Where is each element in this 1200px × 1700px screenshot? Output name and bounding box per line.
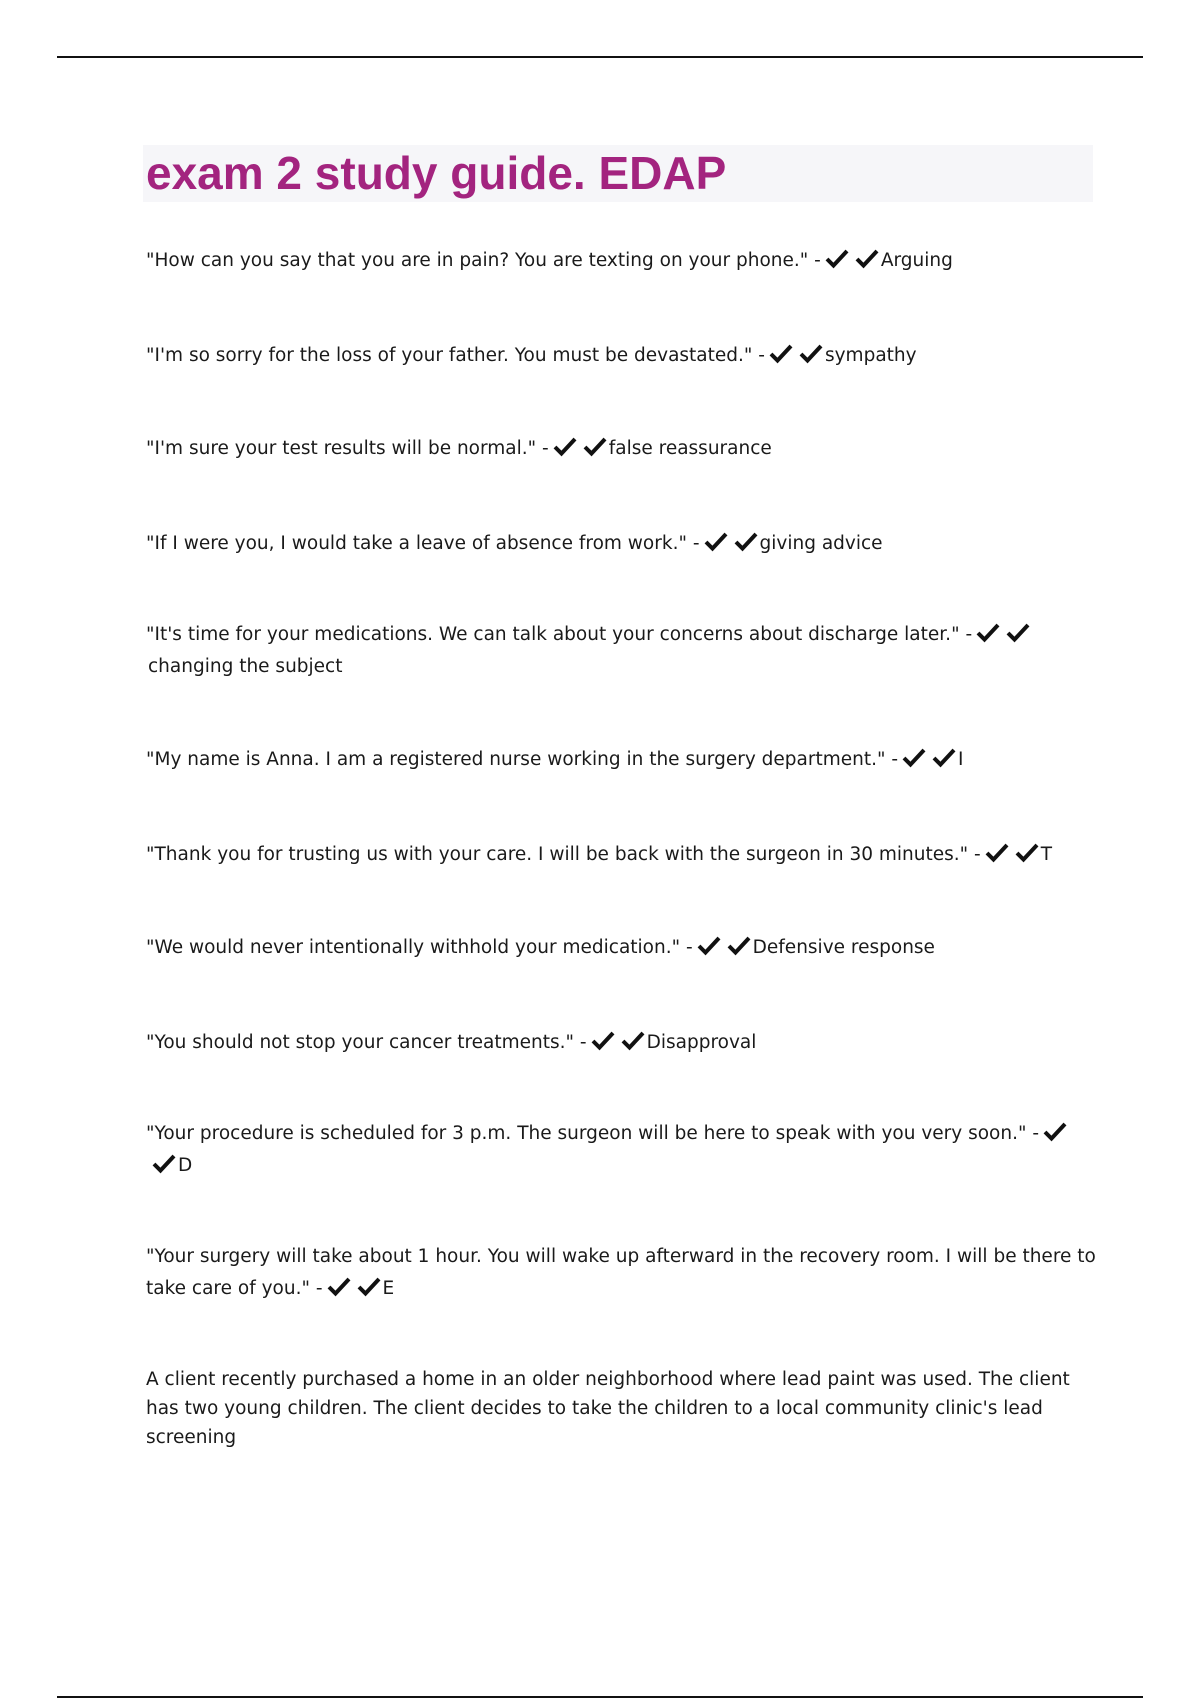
flashcard [146,1118,1096,1182]
card-question: "Thank you for trusting us with your care. I will be back with the surgeon in 30 minutes." - [146,844,981,865]
flashcard [146,619,1096,683]
card-question: "It's time for your medications. We can talk about your concerns about discharge later." - [146,624,973,645]
check-icon [932,745,956,769]
check-icon [985,840,1009,864]
card-answer: T [1040,844,1053,865]
check-icon [591,1028,615,1052]
flashcard [146,932,1096,964]
check-icon [976,620,1000,644]
check-icon [799,341,823,365]
card-answer: Arguing [880,250,953,271]
card-question: "We would never intentionally withhold your medication." - [146,937,693,958]
card-question: "My name is Anna. I am a registered nurse working in the surgery department." - [146,749,899,770]
check-icon [1006,620,1030,644]
page-title: exam 2 study guide. EDAP [146,147,727,199]
card-question: "I'm so sorry for the loss of your father. You must be devastated." - [146,345,765,366]
flashcard [146,1241,1096,1305]
card-answer: Disapproval [646,1032,757,1053]
paragraph: A client recently purchased a home in an older neighborhood where lead paint was used. The client has two young children. The client decides to take the children to a local community clinic's lead screening [146,1369,1070,1448]
card-question: "Your procedure is scheduled for 3 p.m. The surgeon will be here to speak with you very soon." - [146,1123,1040,1144]
flashcard [146,744,1096,776]
card-answer: false reassurance [608,438,772,459]
card-answer: giving advice [759,533,883,554]
card-question: "I'm sure your test results will be normal." - [146,438,549,459]
check-icon [621,1028,645,1052]
check-icon [734,529,758,553]
card-question: "Your surgery will take about 1 hour. You will wake up afterward in the recovery room. I will be there to take care of you." - [146,1246,1096,1299]
card-answer: sympathy [824,345,917,366]
flashcard [146,245,1096,277]
check-icon [1043,1119,1067,1143]
card-answer: Defensive response [752,937,935,958]
check-icon [1015,840,1039,864]
check-icon [769,341,793,365]
bottom-rule [57,1696,1143,1698]
card-question: "You should not stop your cancer treatments." - [146,1032,587,1053]
card-question: "If I were you, I would take a leave of absence from work." - [146,533,700,554]
flashcard [146,340,1096,372]
check-icon [902,745,926,769]
card-answer: changing the subject [148,656,343,677]
card-question: "How can you say that you are in pain? You are texting on your phone." - [146,250,821,271]
check-icon [152,1151,176,1175]
flashcard [146,1027,1096,1059]
check-icon [825,246,849,270]
check-icon [727,933,751,957]
card-answer: D [178,1155,193,1176]
flashcard [146,433,1096,465]
check-icon [697,933,721,957]
flashcard [146,839,1096,871]
check-icon [553,434,577,458]
flashcard [146,528,1096,560]
check-icon [855,246,879,270]
card-answer: E [382,1278,395,1299]
top-rule [57,56,1143,58]
check-icon [327,1274,351,1298]
check-icon [583,434,607,458]
card-answer: I [958,749,964,770]
check-icon [357,1274,381,1298]
check-icon [704,529,728,553]
